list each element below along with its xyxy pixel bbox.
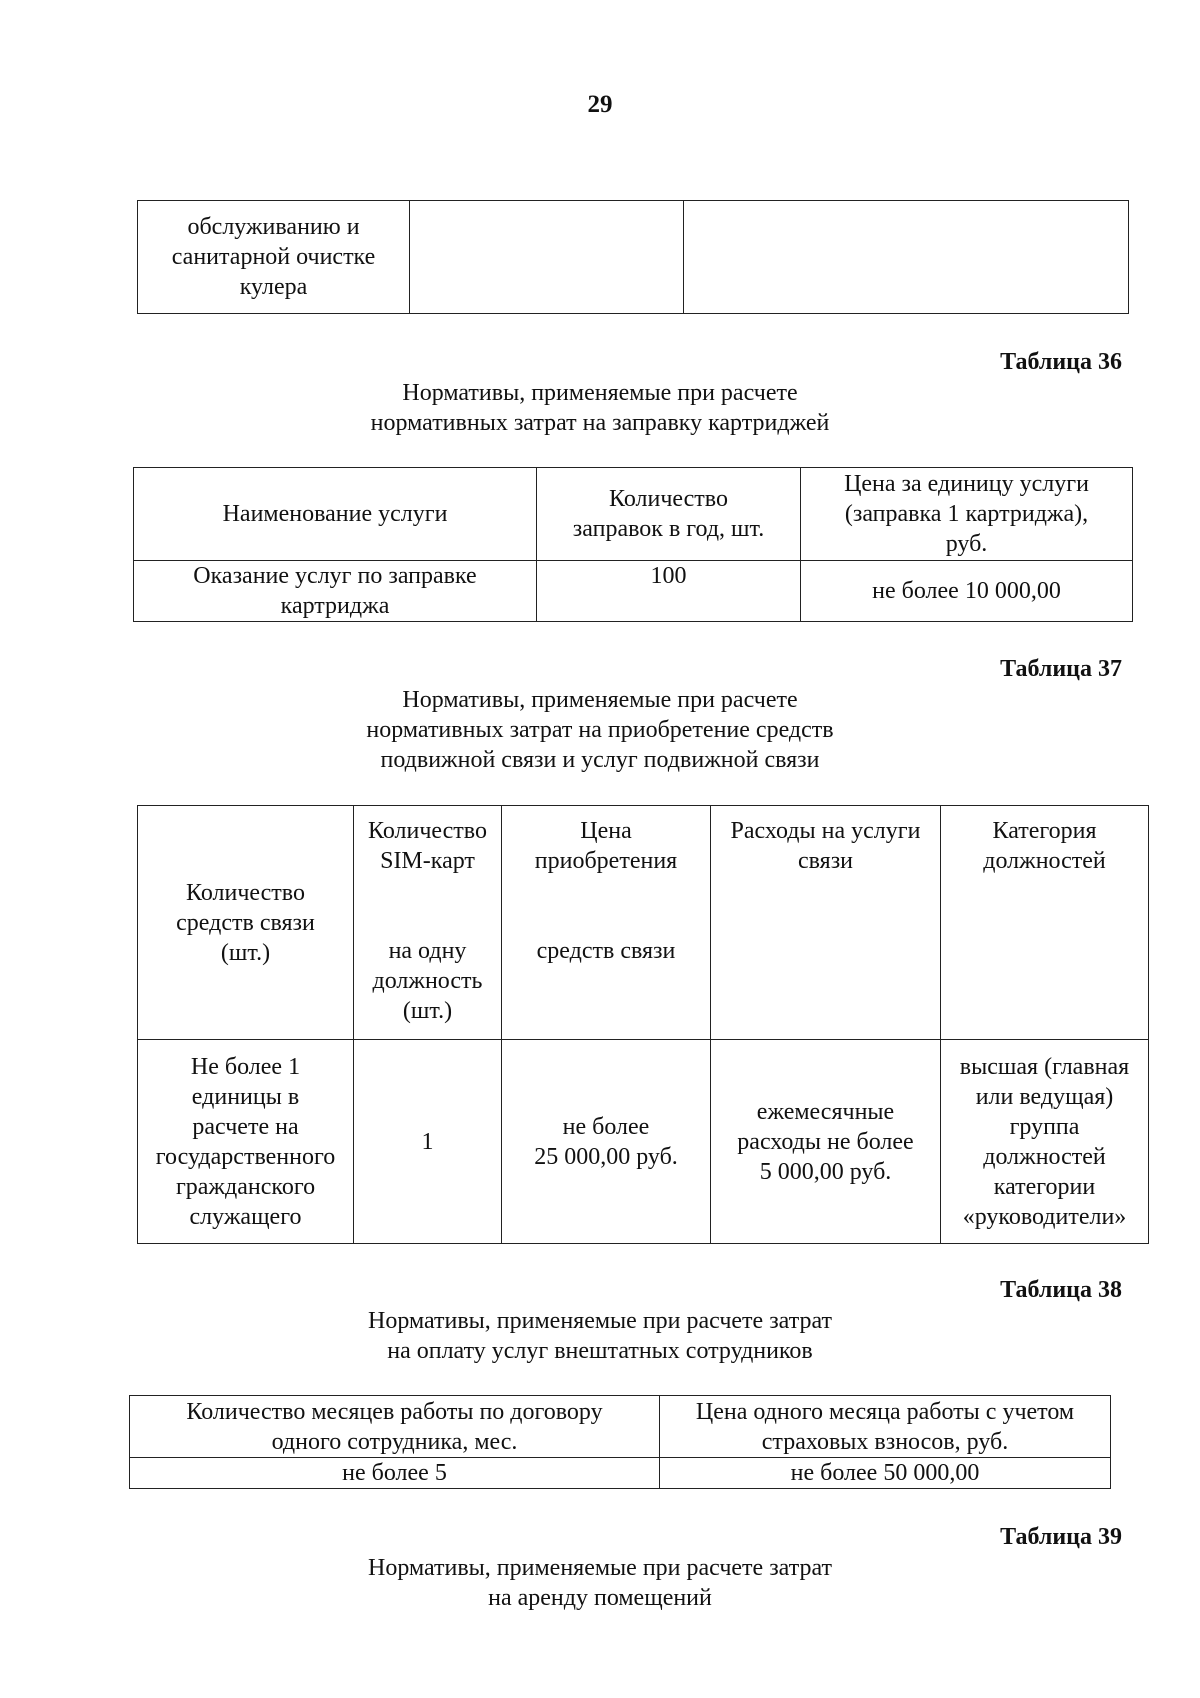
cell-line: Количество bbox=[368, 818, 487, 844]
table-cell bbox=[684, 201, 1129, 314]
cell-line: обслуживанию и bbox=[187, 214, 360, 240]
table-36-caption bbox=[0, 378, 1200, 438]
cell-line: (шт.) bbox=[220, 939, 271, 966]
cell-line: заправок в год, шт. bbox=[572, 516, 765, 542]
cell-line: Наименование услуги bbox=[222, 501, 448, 527]
header-cell bbox=[138, 806, 354, 1040]
caption-line: Нормативы, применяемые при расчете bbox=[402, 380, 798, 406]
cell-line: расходы не более bbox=[737, 1128, 914, 1155]
table-cell bbox=[354, 1040, 502, 1244]
cell-line: 100 bbox=[650, 563, 687, 589]
cell-line: 1 bbox=[421, 1128, 434, 1155]
header-cell bbox=[502, 806, 711, 1040]
header-cell bbox=[941, 806, 1149, 1040]
cell-line: Цена bbox=[580, 818, 632, 844]
table-cell bbox=[410, 201, 684, 314]
caption-line: Нормативы, применяемые при расчете bbox=[402, 687, 798, 713]
caption-line: на оплату услуг внештатных сотрудников bbox=[387, 1338, 813, 1364]
cell-line: гражданского bbox=[175, 1173, 316, 1200]
cell-line: картриджа bbox=[280, 593, 390, 619]
table-cell bbox=[130, 1458, 660, 1489]
cell-line: Цена одного месяца работы с учетом bbox=[695, 1398, 1075, 1425]
caption-line: на аренду помещений bbox=[488, 1585, 712, 1611]
cell-line: не более 50 000,00 bbox=[790, 1460, 980, 1486]
cell-line: должностей bbox=[983, 848, 1106, 874]
cell-line: Оказание услуг по заправке bbox=[193, 563, 477, 589]
cell-line: 5 000,00 руб. bbox=[759, 1158, 892, 1185]
cell-line: Цена за единицу услуги bbox=[844, 471, 1089, 497]
header-cell bbox=[537, 468, 801, 561]
cell-line: (шт.) bbox=[402, 998, 453, 1024]
table-38 bbox=[129, 1395, 1111, 1489]
cell-line: должностей bbox=[983, 1143, 1106, 1170]
caption-line: Нормативы, применяемые при расчете затрат bbox=[367, 1555, 833, 1581]
page-number: 29 bbox=[587, 91, 613, 118]
cell-line: Количество месяцев работы по договору bbox=[186, 1398, 603, 1425]
cell-line: не более 10 000,00 bbox=[872, 578, 1061, 604]
table-39-label: Таблица 39 bbox=[1000, 1524, 1122, 1550]
cell-line: единицы в bbox=[191, 1083, 300, 1110]
table-cell bbox=[138, 201, 410, 314]
cell-line: высшая (главная bbox=[959, 1053, 1130, 1080]
table-38-label: Таблица 38 bbox=[1000, 1277, 1122, 1303]
cell-line: средств связи bbox=[176, 909, 315, 936]
cell-line: «руководители» bbox=[962, 1203, 1127, 1230]
cell-line: руб. bbox=[945, 531, 988, 557]
cell-line: связи bbox=[797, 848, 854, 874]
table-36-label: Таблица 36 bbox=[1000, 349, 1122, 375]
cell-line: или ведущая) bbox=[975, 1083, 1114, 1110]
table-cell bbox=[134, 561, 537, 622]
cell-line: ежемесячные bbox=[756, 1098, 895, 1125]
cell-line: 25 000,00 руб. bbox=[534, 1143, 678, 1170]
cell-line: Не более 1 bbox=[190, 1053, 301, 1080]
table-cell bbox=[801, 561, 1133, 622]
cell-line: государственного bbox=[155, 1143, 336, 1170]
cell-line: SIM-карт bbox=[380, 848, 475, 874]
cell-line: Категория bbox=[992, 818, 1097, 844]
cell-line: приобретения bbox=[534, 848, 678, 874]
caption-line: Нормативы, применяемые при расчете затрат bbox=[367, 1308, 833, 1334]
table-cell bbox=[537, 561, 801, 622]
header-cell bbox=[130, 1396, 660, 1458]
cell-line: Расходы на услуги bbox=[730, 818, 921, 844]
header-cell bbox=[801, 468, 1133, 561]
cell-line: санитарной очистке bbox=[171, 244, 376, 270]
caption-line: подвижной связи и услуг подвижной связи bbox=[380, 747, 820, 773]
header-cell bbox=[134, 468, 537, 561]
cell-line: страховых взносов, руб. bbox=[761, 1428, 1009, 1455]
table-37 bbox=[137, 805, 1149, 1244]
header-cell bbox=[711, 806, 941, 1040]
cell-line: на одну bbox=[388, 938, 467, 964]
cell-line: расчете на bbox=[192, 1113, 299, 1140]
header-cell bbox=[660, 1396, 1111, 1458]
header-cell bbox=[354, 806, 502, 1040]
table-cell bbox=[138, 1040, 354, 1244]
cell-line: служащего bbox=[189, 1203, 302, 1230]
table-36 bbox=[133, 467, 1133, 622]
caption-line: нормативных затрат на приобретение средств bbox=[366, 717, 834, 743]
caption-line: нормативных затрат на заправку картриджей bbox=[370, 410, 830, 436]
cell-line: кулера bbox=[239, 274, 308, 300]
cell-line: (заправка 1 картриджа), bbox=[844, 501, 1089, 527]
cell-line: не более 5 bbox=[342, 1460, 447, 1486]
cell-line: средств связи bbox=[536, 938, 676, 964]
table-38-caption bbox=[0, 1306, 1200, 1366]
table-37-caption bbox=[0, 685, 1200, 775]
table-cell bbox=[941, 1040, 1149, 1244]
cell-line: не более bbox=[562, 1113, 650, 1140]
cell-line: категории bbox=[993, 1173, 1096, 1200]
cell-line: группа bbox=[1009, 1113, 1080, 1140]
cell-line: Количество bbox=[186, 879, 305, 906]
table-39-caption bbox=[0, 1553, 1200, 1613]
table-cell bbox=[711, 1040, 941, 1244]
cell-line: Количество bbox=[609, 486, 728, 512]
continuation-table bbox=[137, 200, 1129, 314]
table-cell bbox=[502, 1040, 711, 1244]
cell-line: должность bbox=[372, 968, 483, 994]
cell-line: одного сотрудника, мес. bbox=[271, 1428, 518, 1455]
table-37-label: Таблица 37 bbox=[1000, 656, 1122, 682]
table-cell bbox=[660, 1458, 1111, 1489]
